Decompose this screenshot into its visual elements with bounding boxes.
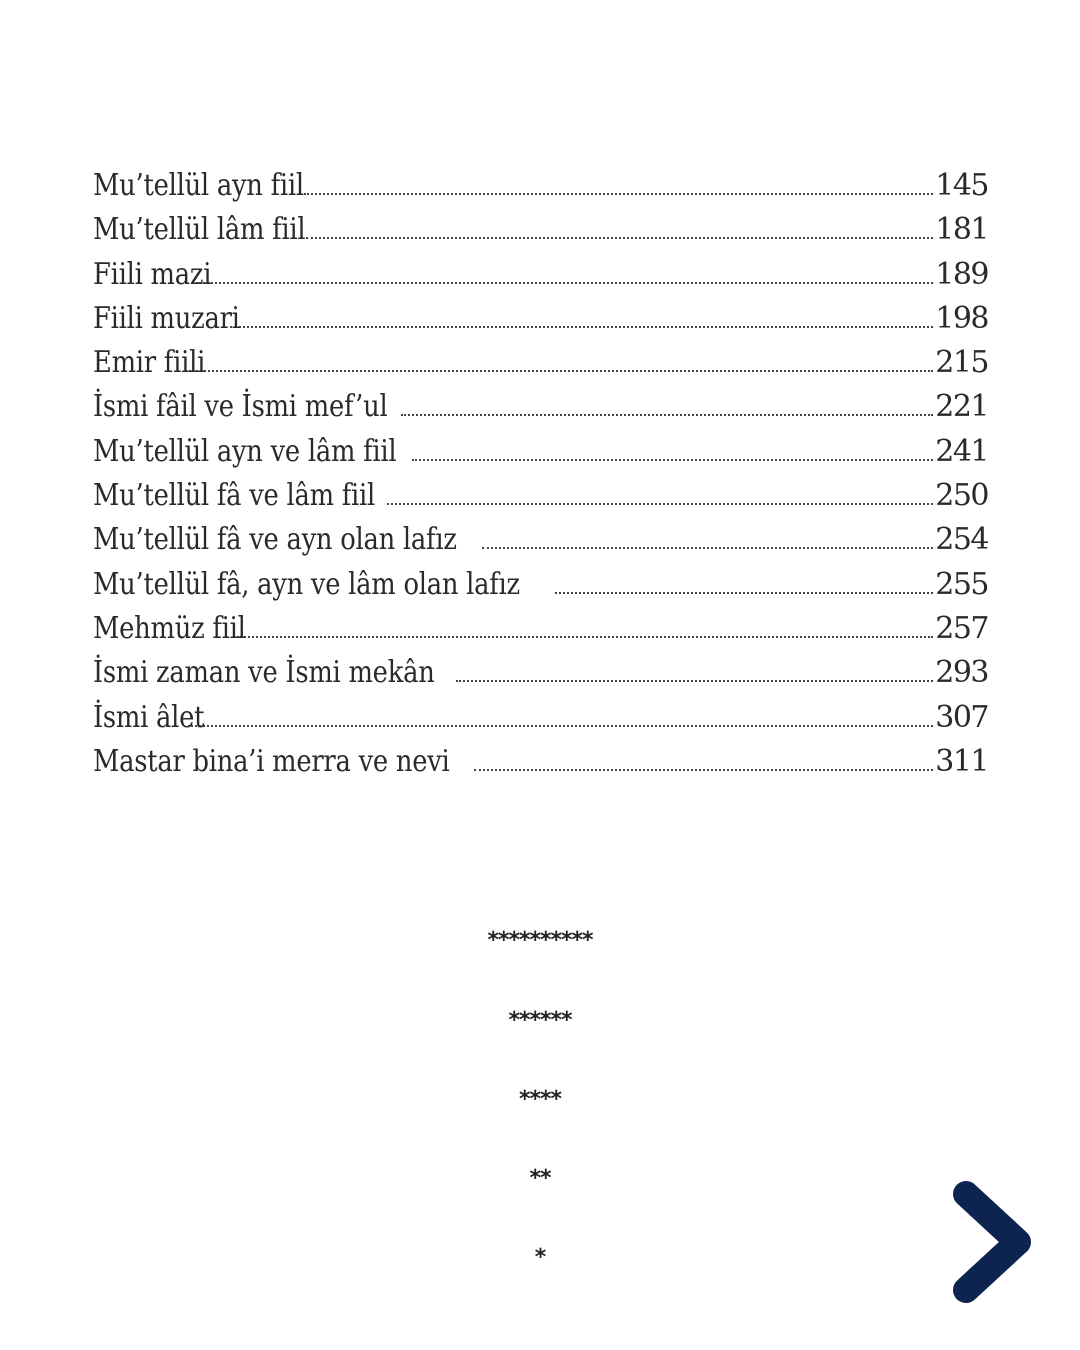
dot-leader bbox=[482, 546, 933, 549]
chevron-right-icon bbox=[948, 1180, 1040, 1304]
toc-entry bbox=[93, 696, 988, 740]
toc-entry-page: 257 bbox=[935, 610, 988, 646]
dot-leader bbox=[401, 413, 933, 416]
dot-leader bbox=[387, 502, 933, 505]
toc-entry-page: 145 bbox=[935, 168, 988, 203]
toc-entry bbox=[93, 740, 988, 784]
toc-entry-title: İsmi âlet bbox=[93, 699, 205, 735]
table-of-contents bbox=[93, 164, 988, 784]
dot-leader bbox=[304, 192, 933, 195]
toc-entry-title: Mu’tellül fâ ve lâm fiil bbox=[93, 478, 376, 514]
ornament-stars-10: ********** bbox=[487, 928, 593, 953]
toc-entry bbox=[93, 474, 988, 518]
toc-entry-title: Mehmüz fiil bbox=[93, 610, 246, 646]
toc-entry bbox=[93, 518, 988, 562]
next-page-button[interactable] bbox=[948, 1180, 1040, 1304]
toc-entry-title: Fiili muzari bbox=[93, 300, 240, 336]
toc-entry bbox=[93, 208, 988, 252]
toc-entry-title: Mu’tellül ayn ve lâm fiil bbox=[93, 433, 397, 469]
dot-leader bbox=[237, 635, 934, 638]
toc-entry bbox=[93, 430, 988, 474]
toc-entry-title: Mu’tellül fâ ve ayn olan lafız bbox=[93, 522, 457, 558]
toc-entry-title: Mastar bina’i merra ve nevi bbox=[93, 743, 450, 779]
dot-leader bbox=[555, 591, 933, 594]
dot-leader bbox=[456, 679, 933, 682]
toc-entry-page: 307 bbox=[935, 699, 988, 735]
toc-entry-title: Mu’tellül lâm fiil bbox=[93, 212, 306, 248]
toc-entry-page: 189 bbox=[935, 256, 988, 292]
dot-leader bbox=[306, 236, 933, 239]
toc-entry bbox=[93, 563, 988, 607]
toc-entry-title: İsmi zaman ve İsmi mekân bbox=[93, 655, 435, 691]
toc-entry bbox=[93, 341, 988, 385]
dot-leader bbox=[196, 281, 933, 284]
toc-entry bbox=[93, 385, 988, 429]
dot-leader bbox=[412, 458, 933, 461]
toc-entry-title: Emir fiili bbox=[93, 345, 206, 381]
toc-entry bbox=[93, 297, 988, 341]
toc-entry-page: 255 bbox=[935, 566, 988, 602]
ornament-stars-4: **** bbox=[518, 1087, 562, 1112]
toc-entry-page: 198 bbox=[935, 300, 988, 336]
toc-entry bbox=[93, 253, 988, 297]
toc-entry-page: 181 bbox=[935, 212, 988, 248]
toc-entry-page: 311 bbox=[935, 743, 988, 779]
dot-leader bbox=[189, 369, 933, 372]
toc-entry-title: İsmi fâil ve İsmi mef’ul bbox=[93, 389, 388, 425]
ornament-stars-1: * bbox=[534, 1245, 546, 1270]
ornament-stars-6: ****** bbox=[508, 1008, 572, 1033]
toc-entry-page: 215 bbox=[935, 345, 988, 381]
toc-entry-page: 293 bbox=[935, 655, 988, 691]
toc-entry-title: Mu’tellül fâ, ayn ve lâm olan lafız bbox=[93, 566, 520, 602]
toc-entry-page: 241 bbox=[935, 433, 988, 469]
toc-entry-page: 250 bbox=[935, 478, 988, 514]
toc-entry-page: 254 bbox=[935, 522, 988, 558]
dot-leader bbox=[188, 724, 933, 727]
ornament-stars-2: ** bbox=[529, 1166, 551, 1191]
toc-entry bbox=[93, 651, 988, 695]
dot-leader bbox=[474, 768, 934, 771]
toc-entry-page: 221 bbox=[935, 389, 988, 425]
toc-entry bbox=[93, 164, 988, 208]
toc-entry-title: Mu’tellül ayn fiil bbox=[93, 168, 304, 203]
toc-entry-title: Fiili mazi bbox=[93, 256, 212, 292]
dot-leader bbox=[230, 325, 934, 328]
toc-entry bbox=[93, 607, 988, 651]
